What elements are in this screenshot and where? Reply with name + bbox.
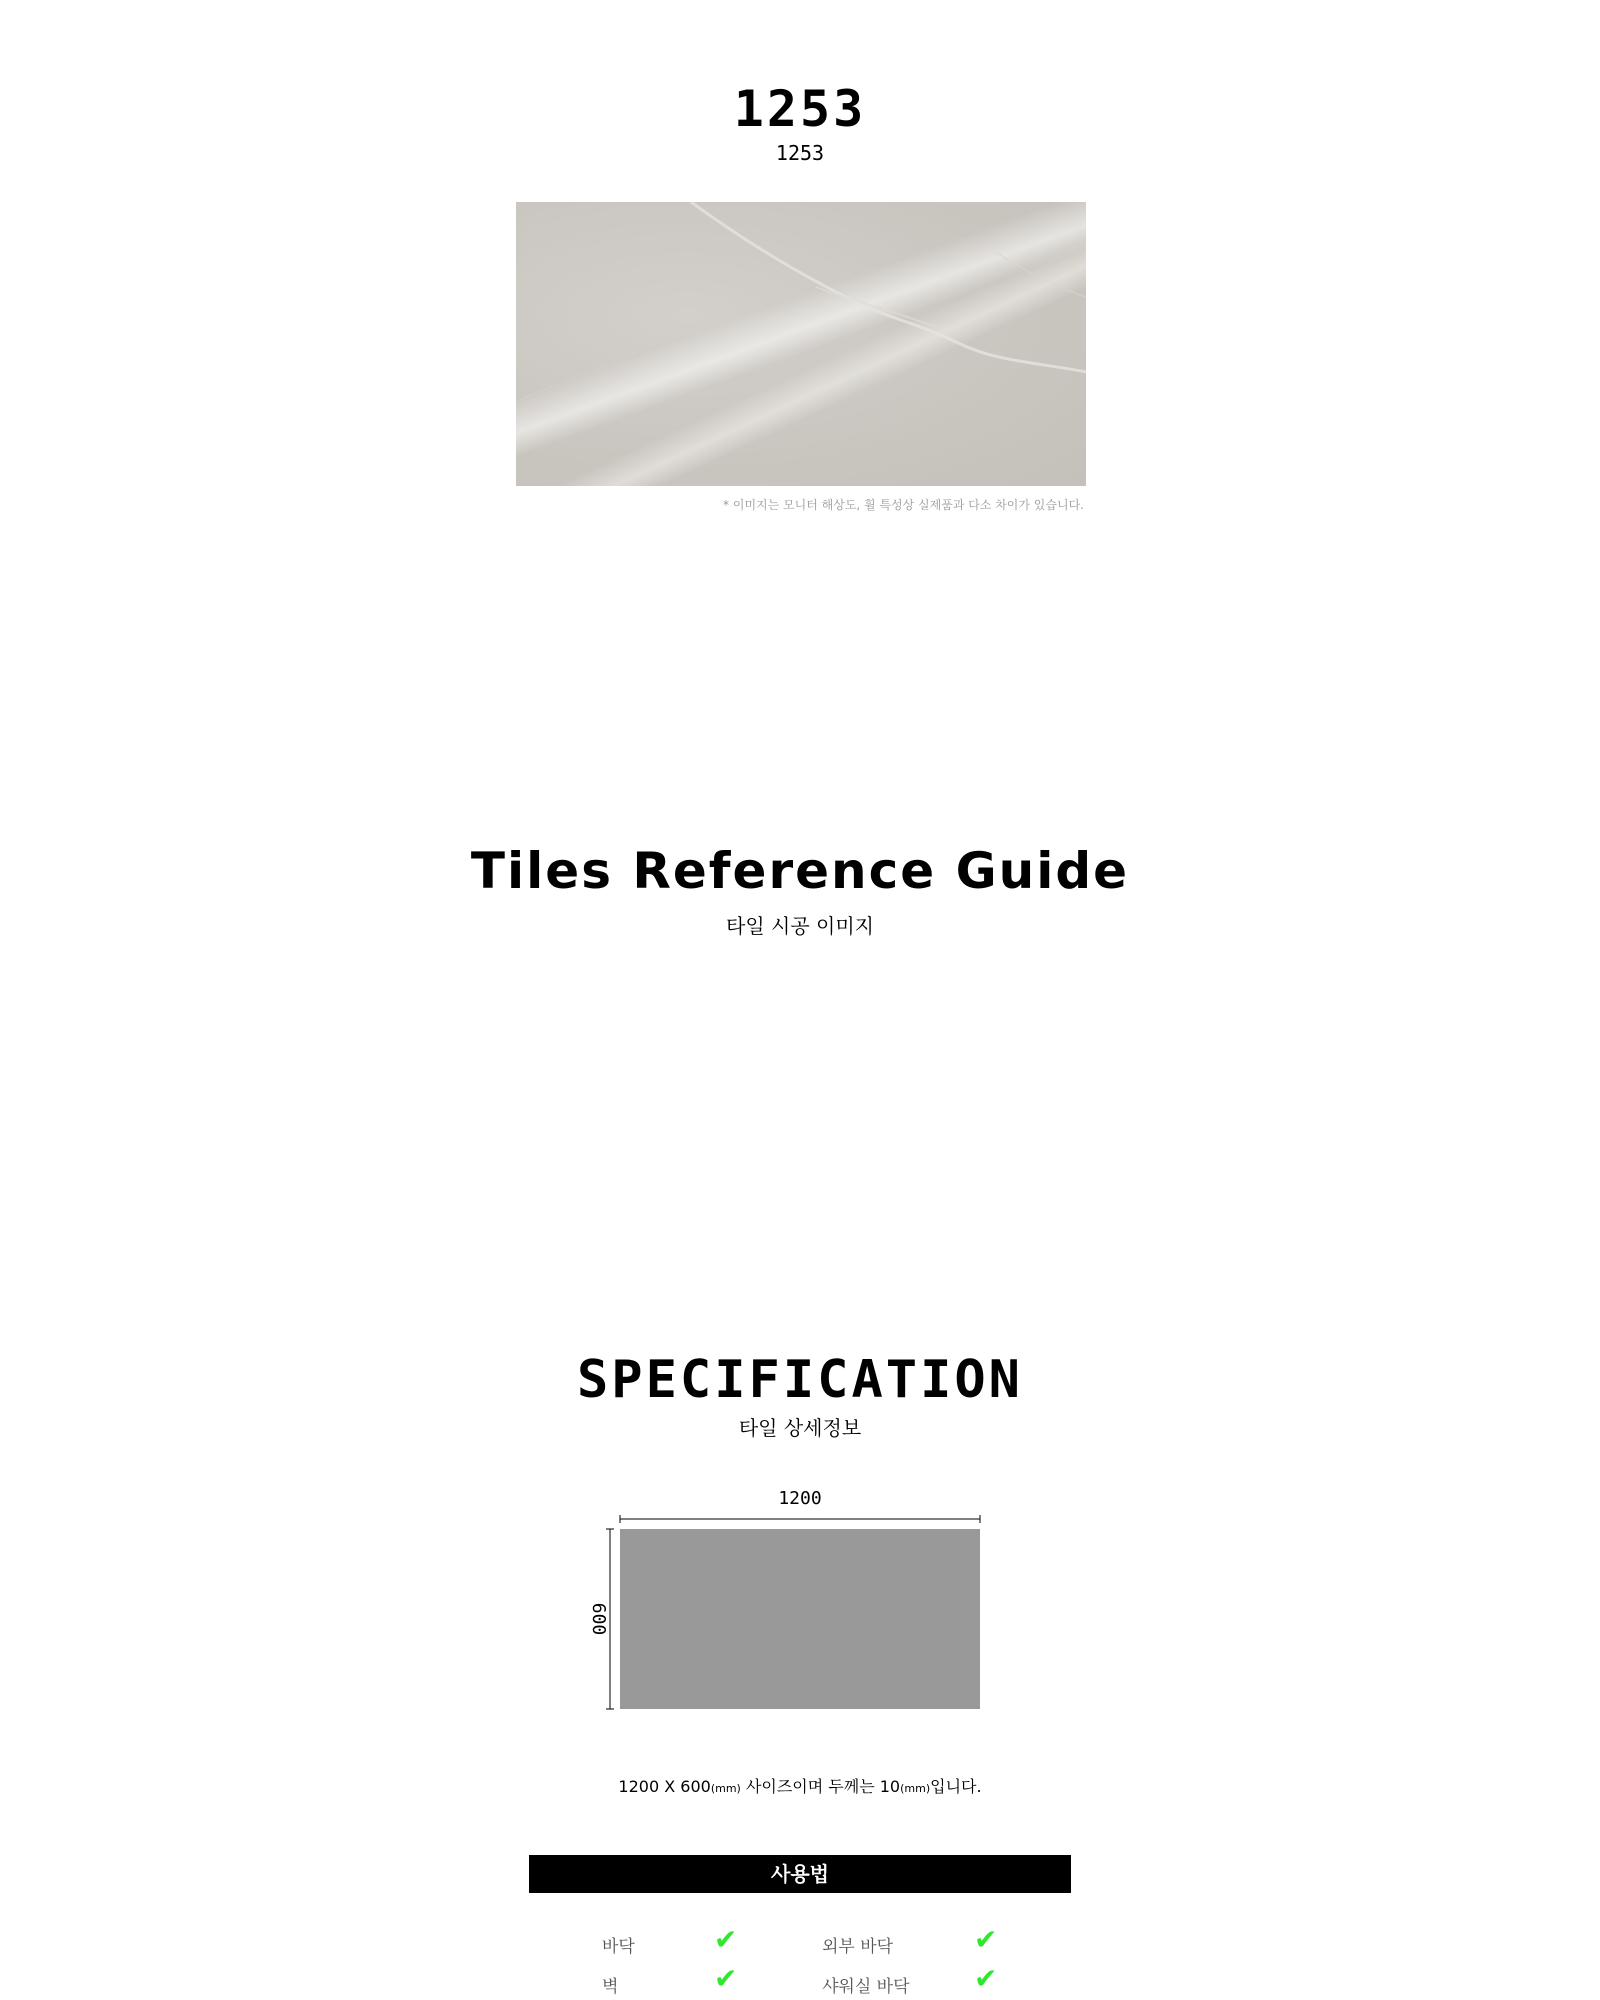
- check-icon: ✔: [714, 1962, 738, 1995]
- height-dimension-label: 600: [588, 1602, 609, 1636]
- tile-size-rectangle: [620, 1529, 980, 1709]
- spec-desc-thickness: 사이즈이며 두께는 10: [740, 1777, 901, 1796]
- spec-title: SPECIFICATION: [577, 1350, 1023, 1410]
- width-dimension-label: 1200: [778, 1488, 822, 1509]
- usage-item-label: 벽: [602, 1977, 619, 1997]
- guide-title: Tiles Reference Guide: [470, 842, 1130, 900]
- spec-desc-unit: (mm): [900, 1782, 931, 1795]
- tile-vein-texture: [516, 202, 1086, 486]
- check-icon: ✔: [974, 1923, 998, 1956]
- usage-header: 사용법: [529, 1855, 1071, 1893]
- check-icon: ✔: [974, 1962, 998, 1995]
- spec-desc-unit: (mm): [710, 1782, 741, 1795]
- spec-subtitle: 타일 상세정보: [738, 1416, 862, 1440]
- usage-item-label: 외부 바닥: [822, 1937, 894, 1957]
- tile-photo: [516, 202, 1086, 486]
- usage-item-label: 바닥: [602, 1937, 635, 1957]
- image-disclaimer: * 이미지는 모니터 해상도, 휠 특성상 실제품과 다소 차이가 있습니다.: [723, 498, 1084, 512]
- spec-description: [0, 1774, 1600, 1797]
- spec-desc-size: 1200 X 600: [618, 1777, 711, 1796]
- spec-desc-suffix: 입니다.: [930, 1777, 982, 1796]
- product-subtitle: 1253: [775, 141, 825, 165]
- product-title: 1253: [733, 80, 867, 138]
- check-icon: ✔: [714, 1923, 738, 1956]
- usage-item-label: 샤워실 바닥: [822, 1977, 910, 1997]
- guide-subtitle: 타일 시공 이미지: [726, 914, 874, 938]
